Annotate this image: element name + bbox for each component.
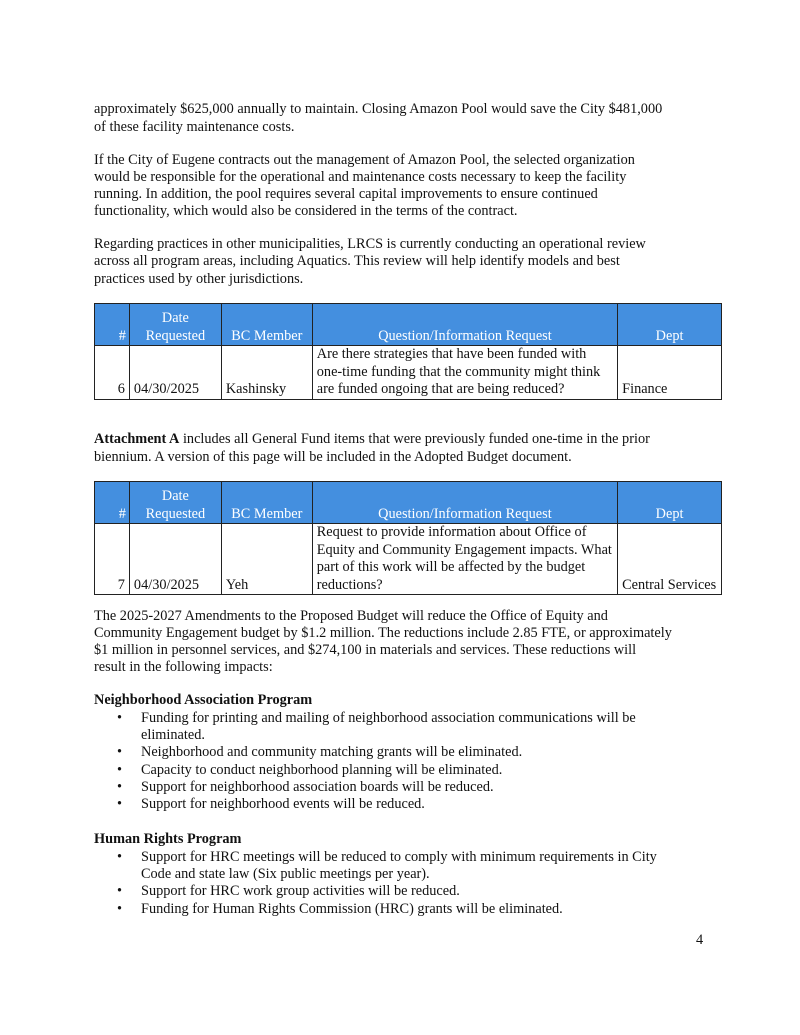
header-member: BC Member [221, 304, 312, 346]
header-date: Date Requested [129, 304, 221, 346]
bullet-item: Support for HRC work group activities will be reduced. [141, 883, 460, 899]
paragraph-line: If the City of Eugene contracts out the management of Amazon Pool, the selected organization [94, 152, 635, 168]
question-table-7 [94, 481, 722, 595]
bullet-item: Support for HRC meetings will be reduced to comply with minimum requirements in City [141, 849, 657, 865]
row-dept: Finance [618, 346, 722, 400]
header-dept: Dept [618, 482, 722, 524]
table-header-row [95, 482, 722, 524]
row-question: Are there strategies that have been funded with one-time funding that the community might think are funded ongoing that are being reduced? [312, 346, 617, 400]
header-num: # [95, 482, 130, 524]
bullet-item: Support for neighborhood events will be reduced. [141, 796, 425, 812]
table-row [95, 524, 722, 595]
header-member: BC Member [221, 482, 312, 524]
header-num: # [95, 304, 130, 346]
row-member: Yeh [221, 524, 312, 595]
row-num: 6 [95, 346, 130, 400]
table-row [95, 346, 722, 400]
paragraph-line: would be responsible for the operational and maintenance costs necessary to keep the facility [94, 169, 627, 185]
row-date: 04/30/2025 [129, 524, 221, 595]
table-header-row [95, 304, 722, 346]
paragraph-line: approximately $625,000 annually to maintain. Closing Amazon Pool would save the City $481,000 [94, 101, 663, 117]
bullet-icon: • [117, 796, 123, 812]
section-heading: Human Rights Program [94, 831, 242, 847]
paragraph-line: Community Engagement budget by $1.2 million. The reductions include 2.85 FTE, or approximately [94, 625, 672, 641]
paragraph-line: running. In addition, the pool requires several capital improvements to ensure continued [94, 186, 598, 202]
bullet-icon: • [117, 710, 123, 726]
bullet-item: Support for neighborhood association boards will be reduced. [141, 779, 494, 795]
header-dept: Dept [618, 304, 722, 346]
bullet-item-cont: eliminated. [141, 727, 205, 743]
paragraph-line: Regarding practices in other municipalities, LRCS is currently conducting an operational review [94, 236, 646, 252]
bullet-item: Capacity to conduct neighborhood planning will be eliminated. [141, 762, 503, 778]
bullet-icon: • [117, 849, 123, 865]
row-date: 04/30/2025 [129, 346, 221, 400]
question-table-6 [94, 303, 722, 400]
header-question: Question/Information Request [312, 304, 617, 346]
paragraph-line: $1 million in personnel services, and $274,100 in materials and services. These reductions will [94, 642, 637, 658]
section-heading: Neighborhood Association Program [94, 692, 313, 708]
bullet-icon: • [117, 744, 123, 760]
paragraph-line: across all program areas, including Aquatics. This review will help identify models and best [94, 253, 620, 269]
bullet-item: Funding for Human Rights Commission (HRC) grants will be eliminated. [141, 901, 563, 917]
header-question: Question/Information Request [312, 482, 617, 524]
row-num: 7 [95, 524, 130, 595]
paragraph-line: The 2025-2027 Amendments to the Proposed Budget will reduce the Office of Equity and [94, 608, 608, 624]
header-date: Date Requested [129, 482, 221, 524]
attachment-paragraph [94, 431, 650, 449]
bullet-icon: • [117, 901, 123, 917]
paragraph-line: biennium. A version of this page will be included in the Adopted Budget document. [94, 449, 572, 465]
paragraph-line: result in the following impacts: [94, 659, 273, 675]
attachment-link-label: Attachment A [94, 431, 180, 447]
paragraph-line: of these facility maintenance costs. [94, 119, 295, 135]
bullet-item: Funding for printing and mailing of neighborhood association communications will be [141, 710, 636, 726]
row-member: Kashinsky [221, 346, 312, 400]
bullet-item: Neighborhood and community matching grants will be eliminated. [141, 744, 523, 760]
bullet-icon: • [117, 779, 123, 795]
paragraph-line: practices used by other jurisdictions. [94, 271, 304, 287]
row-dept: Central Services [618, 524, 722, 595]
page-number: 4 [696, 932, 704, 948]
bullet-icon: • [117, 762, 123, 778]
paragraph-text: includes all General Fund items that were previously funded one-time in the prior [179, 431, 650, 447]
paragraph-line: functionality, which would also be considered in the terms of the contract. [94, 203, 518, 219]
bullet-item-cont: Code and state law (Six public meetings per year). [141, 866, 430, 882]
bullet-icon: • [117, 883, 123, 899]
row-question: Request to provide information about Office of Equity and Community Engagement impacts. What part of this work will be affected by the budget reductions? [312, 524, 617, 595]
